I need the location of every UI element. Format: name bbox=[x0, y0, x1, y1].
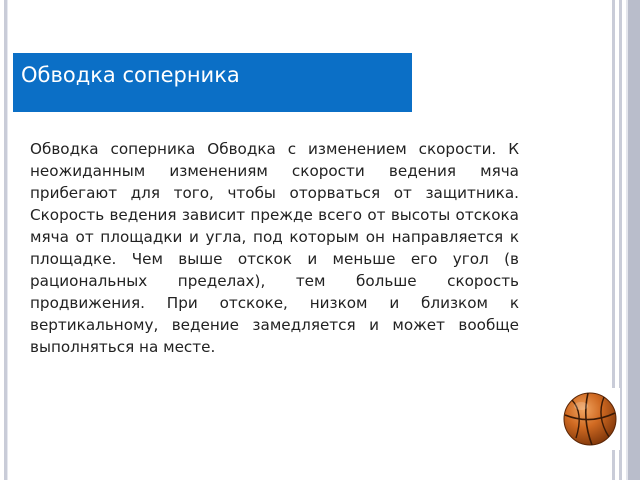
slide-title-bar bbox=[13, 53, 412, 112]
left-border-rail bbox=[4, 0, 8, 480]
basketball-decoration bbox=[558, 388, 620, 450]
slide-body-text: Обводка соперника Обводка с изменением скорости. К неожиданным изменениям скорости ведения мяча прибегают для того, чтобы оторваться от защитника. Скорость ведения зависит прежде всего от высоты отскока мяча от площадки и угла, под которым он направляется к площадке. Чем выше отскок и меньше его угол (в рациональных пределах), тем больше скорость продвижения. При отскоке, низком и близком к вертикальному, ведение замедляется и может вообще выполняться на месте. bbox=[30, 140, 519, 356]
right-border-band bbox=[626, 0, 640, 480]
basketball-icon bbox=[562, 391, 618, 447]
slide-title: Обводка соперника bbox=[21, 63, 240, 87]
